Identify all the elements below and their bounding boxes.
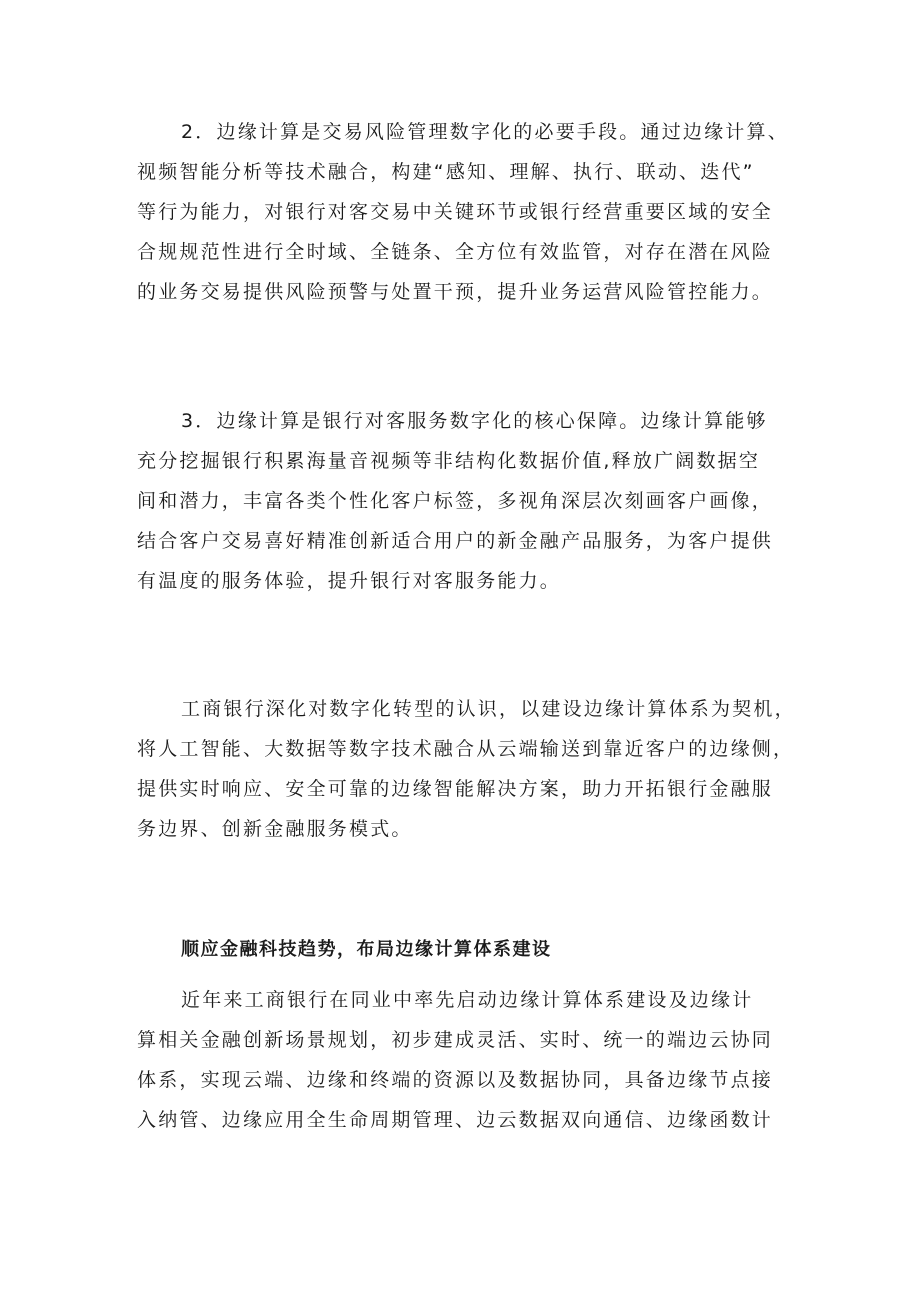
paragraph-line: 等行为能力，对银行对客交易中关键环节或银行经营重要区域的安全	[137, 201, 774, 223]
paragraph-line: 务边界、创新金融服务模式。	[137, 818, 413, 840]
paragraph-icbc-transformation	[137, 689, 797, 849]
paragraph-line: 结合客户交易喜好精准创新适合用户的新金融产品服务，为客户提供	[137, 530, 774, 552]
paragraph-line: 合规规范性进行全时域、全链条、全方位有效监管，对存在潜在风险	[137, 241, 774, 263]
paragraph-line: 将人工智能、大数据等数字技术融合从云端输送到靠近客户的边缘侧，	[137, 738, 795, 760]
paragraph-line: 提供实时响应、安全可靠的边缘智能解决方案，助力开拓银行金融服	[137, 778, 774, 800]
paragraph-line: 的业务交易提供风险预警与处置干预，提升业务运营风险管控能力。	[137, 281, 774, 303]
paragraph-line: 有温度的服务体验，提升银行对客服务能力。	[137, 570, 562, 592]
paragraph-line: 视频智能分析等技术融合，构建“感知、理解、执行、联动、迭代”	[137, 161, 755, 183]
paragraph-line: 入纳管、边缘应用全生命周期管理、边云数据双向通信、边缘函数计	[137, 1109, 774, 1131]
paragraph-line: 工商银行深化对数字化转型的认识，以建设边缘计算体系为契机，	[181, 698, 796, 720]
paragraph-recent-years	[137, 980, 797, 1140]
paragraph-line: 算相关金融创新场景规划，初步建成灵活、实时、统一的端边云协同	[137, 1029, 774, 1051]
paragraph-line: 体系，实现云端、边缘和终端的资源以及数据协同，具备边缘节点接	[137, 1069, 774, 1091]
paragraph-line: 2．边缘计算是交易风险管理数字化的必要手段。通过边缘计算、	[181, 121, 789, 143]
paragraph-line: 间和潜力，丰富各类个性化客户标签，多视角深层次刻画客户画像，	[137, 490, 774, 512]
paragraph-line: 充分挖掘银行积累海量音视频等非结构化数据价值,释放广阔数据空	[137, 450, 761, 472]
paragraph-line: 3．边缘计算是银行对客服务数字化的核心保障。边缘计算能够	[181, 410, 768, 432]
section-heading: 顺应金融科技趋势，布局边缘计算体系建设	[181, 939, 552, 960]
paragraph-line: 近年来工商银行在同业中率先启动边缘计算体系建设及边缘计	[181, 989, 754, 1011]
paragraph-edge-computing-risk	[137, 112, 797, 312]
paragraph-edge-computing-service	[137, 401, 797, 601]
